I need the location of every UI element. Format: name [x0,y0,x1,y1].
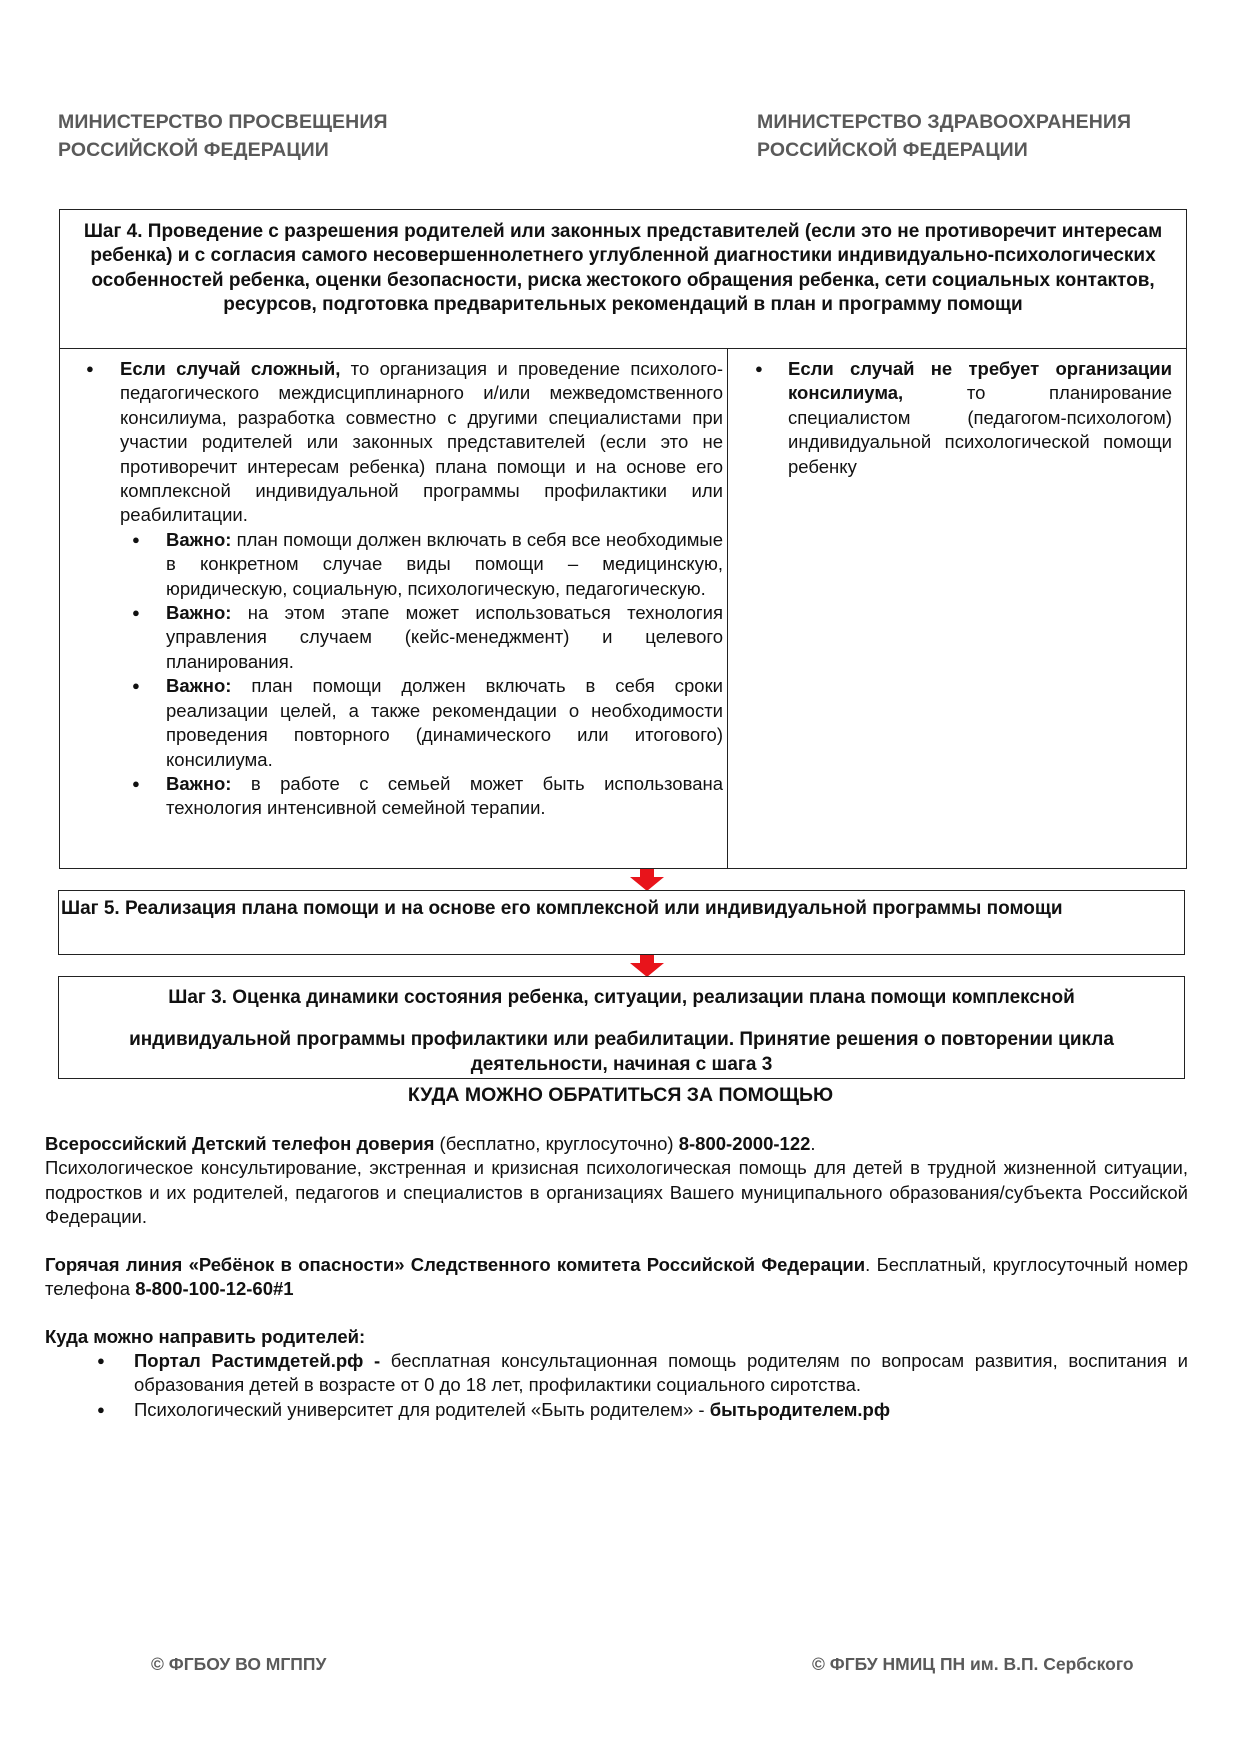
step3-box [58,976,1185,1079]
column-divider [727,348,728,868]
footer-right-copyright: © ФГБУ НМИЦ ПН им. В.П. Сербского [812,1654,1134,1674]
important-note-item [80,772,723,821]
simple-case-text: то планирование специалистом (педагогом-психологом) индивидуальной психологической помощи ребенку [788,382,1172,477]
important-text: план помощи должен включать в себя все необходимые в конкретном случае виды помощи – медицинскую, юридическую, социальную, психологическую, педагогическую. [166,528,723,599]
child-helpline-line [45,1132,1188,1156]
step5-box [58,890,1185,955]
list-item [45,1398,1188,1422]
step4-box [59,209,1187,869]
child-helpline-name: Всероссийский Детский телефон доверия [45,1133,435,1154]
important-label: Важно: [166,675,232,697]
footer-left-copyright: © ФГБОУ ВО МГППУ [151,1654,327,1674]
step4-columns [60,348,1186,868]
hotline-paragraph [45,1253,1188,1302]
punctuation: . [810,1133,816,1154]
simple-case-item [750,357,1172,479]
important-text: на этом этапе может использоваться технология управления случаем (кейс-менеджмент) и целевого планирования. [166,602,723,672]
important-text: в работе с семьей может быть использована технология интенсивной семейной терапии. [166,772,723,819]
important-text: план помощи должен включать в себя сроки реализации целей, а также рекомендации о необходимости проведения повторного (динамического или итогового) консилиума. [166,675,723,770]
important-label: Важно: [166,772,232,794]
parents-section-title [45,1325,1188,1349]
header-left-line1: МИНИСТЕРСТВО ПРОСВЕЩЕНИЯ [58,111,388,133]
step5-title: Шаг 5. Реализация плана помощи и на основе его комплексной или индивидуальной программы помощи [61,898,1063,919]
list-item [45,1349,1188,1398]
important-note-item [80,528,723,601]
resource-link[interactable]: бытьродителем.рф [709,1398,891,1420]
help-section-title: КУДА МОЖНО ОБРАТИТЬСЯ ЗА ПОМОЩЬЮ [407,1084,834,1106]
header-right-line1: МИНИСТЕРСТВО ЗДРАВООХРАНЕНИЯ [757,111,1132,133]
hotline-note: . Бесплатный, круглосуточный номер телефона [45,1254,1188,1300]
important-label: Важно: [166,602,232,624]
resource-text: бесплатная консультационная помощь родителям по вопросам развития, воспитания и образования детей в возрасте от 0 до 18 лет, профилактики социального сиротства. [134,1350,1188,1396]
child-helpline-phone[interactable]: 8-800-2000-122 [678,1133,811,1154]
step3-title-line1: Шаг 3. Оценка динамики состояния ребенка, ситуации, реализации плана помощи комплексной [168,987,1075,1008]
resource-name[interactable]: Портал Растимдетей.рф - [134,1350,381,1371]
header-left-line2: РОССИЙСКОЙ ФЕДЕРАЦИИ [58,139,329,161]
arrow-down-icon [630,869,664,891]
parents-title-text: Куда можно направить родителей: [45,1326,366,1347]
hotline-name: Горячая линия «Ребёнок в опасности» Следственного комитета Российской Федерации [45,1254,866,1275]
header-ministry-education [58,108,388,164]
step3-title-line2: индивидуальной программы профилактики или реабилитации. Принятие решения о повторении цикла деятельности, начиная с шага 3 [129,1029,1114,1075]
child-helpline-description: Психологическое консультирование, экстренная и кризисная психологическая помощь для детей в трудной жизненной ситуации, подростков и их родителей, педагогов и специалистов в организациях Вашего муниципального образования/субъекта Российской Федерации. [45,1157,1188,1228]
step4-title: Шаг 4. Проведение с разрешения родителей или законных представителей (если это не противоречит интересам ребенка) и с согласия самого несовершеннолетнего углубленной диагностики индивидуально-психологических особенностей ребенка, оценки безопасности, риска жестокого обращения ребенка, сети социальных контактов, ресурсов, подготовка предварительных рекомендаций в план и программу помощи [60,210,1186,349]
important-note-item [80,674,723,772]
child-helpline-paragraph [45,1132,1188,1230]
child-helpline-note: (бесплатно, круглосуточно) [434,1133,679,1154]
parents-resources-list [45,1349,1188,1422]
hotline-phone[interactable]: 8-800-100-12-60#1 [135,1278,294,1300]
arrow-down-icon [630,955,664,977]
complex-case-text: то организация и проведение психолого-педагогического междисциплинарного и/или межведомственного консилиума, разработка совместно с другими специалистами при участии родителей или законных представителей (если это не противоречит интересам ребенка) плана помощи и на основе его комплексной индивидуальной программы профилактики или реабилитации. [120,358,723,526]
complex-case-column [80,357,723,821]
important-note-item [80,601,723,674]
resource-text: Психологический университет для родителей «Быть родителем» - [134,1398,710,1420]
header-right-line2: РОССИЙСКОЙ ФЕДЕРАЦИИ [757,139,1028,161]
important-label: Важно: [166,528,232,550]
header-ministry-health [757,108,1131,164]
simple-case-column [750,357,1172,479]
complex-case-item [80,357,723,528]
complex-case-lead: Если случай сложный, [120,358,341,379]
simple-case-lead: Если случай не требует организации консилиума, [788,358,1172,404]
